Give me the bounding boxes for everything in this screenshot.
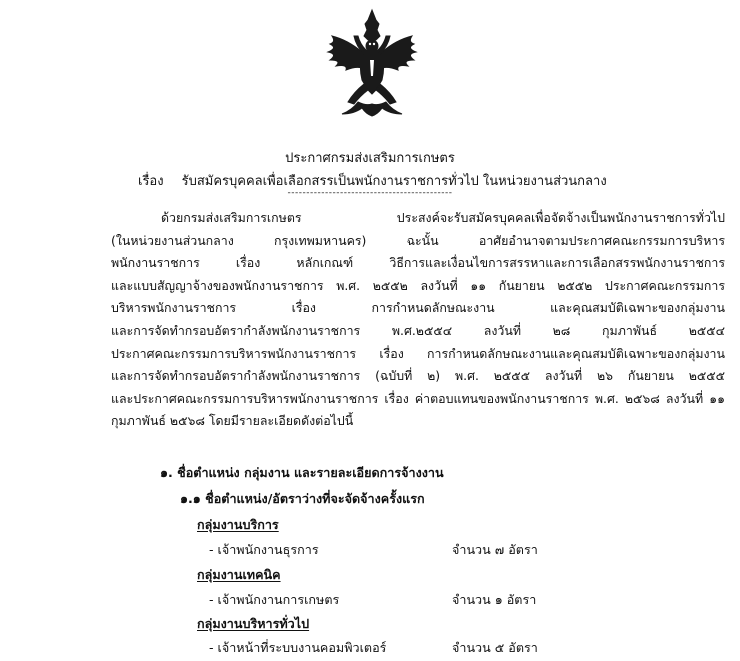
group-heading-service: กลุ่มงานบริการ (197, 517, 279, 532)
body-line: และแบบสัญญาจ้างของพนักงานราชการ พ.ศ. ๒๕๕๒ ลงวันที่ ๑๑ กันยายน ๒๕๕๒ ประกาศคณะกรรมการ (111, 277, 725, 293)
subject-text: รับสมัครบุคคลเพื่อเลือกสรรเป็นพนักงานราชการทั่วไป ในหน่วยงานส่วนกลาง (181, 174, 607, 189)
body-line: พนักงานราชการ เรื่อง หลักเกณฑ์ วิธีการและเงื่อนไขการสรรหาและการเลือกสรรพนักงานราชการ (111, 255, 725, 271)
announcement-title: ประกาศกรมส่งเสริมการเกษตร (285, 151, 455, 166)
body-line: (ในหน่วยงานส่วนกลาง กรุงเทพมหานคร) ฉะนั้น อาศัยอำนาจตามประกาศคณะกรรมการบริหาร (111, 232, 725, 248)
position-title: - เจ้าหน้าที่ระบบงานคอมพิวเตอร์ (209, 640, 387, 655)
position-title: - เจ้าพนักงานธุรการ (209, 542, 319, 557)
group-heading-technical: กลุ่มงานเทคนิค (197, 567, 281, 582)
garuda-emblem-icon (318, 6, 426, 118)
body-line: และการจัดทำกรอบอัตรากำลังพนักงานราชการ พ.ศ.๒๕๕๔ ลงวันที่ ๒๘ กุมภาพันธ์ ๒๕๕๔ (111, 322, 725, 338)
body-line: บริหารพนักงานราชการ เรื่อง การกำหนดลักษณะงาน และคุณสมบัติเฉพาะของกลุ่มงาน (111, 300, 725, 316)
body-line: และประกาศคณะกรรมการบริหารพนักงานราชการ เรื่อง ค่าตอบแทนของพนักงานราชการ พ.ศ. ๒๕๖๘ ลงวันที่ ๑๑ (111, 390, 725, 406)
announcement-body (111, 207, 725, 433)
body-line: ด้วยกรมส่งเสริมการเกษตร ประสงค์จะรับสมัครบุคคลเพื่อจัดจ้างเป็นพนักงานราชการทั่วไป (161, 210, 725, 225)
position-title: - เจ้าพนักงานการเกษตร (209, 592, 340, 607)
position-count: จำนวน ๕ อัตรา (452, 640, 538, 655)
body-line: ประกาศคณะกรรมการบริหารพนักงานราชการ เรื่อง การกำหนดลักษณะงานและคุณสมบัติเฉพาะของกลุ่มงาน (111, 345, 725, 361)
header-divider: -------------------------------------------- (287, 188, 453, 198)
group-heading-general-admin: กลุ่มงานบริหารทั่วไป (197, 616, 310, 631)
body-line: กุมภาพันธ์ ๒๕๖๘ โดยมีรายละเอียดดังต่อไปนี้ (111, 413, 354, 429)
subject-label: เรื่อง (138, 174, 164, 189)
body-line: และการจัดทำกรอบอัตรากำลังพนักงานราชการ (ฉบับที่ ๒) พ.ศ. ๒๕๕๕ ลงวันที่ ๒๖ กันยายน ๒๕๕๕ (111, 368, 725, 384)
position-count: จำนวน ๑ อัตรา (452, 592, 537, 607)
section-1-1-heading: ๑.๑ ชื่อตำแหน่ง/อัตราว่างที่จะจัดจ้างครั้งแรก (180, 491, 425, 506)
section-1-heading: ๑. ชื่อตำแหน่ง กลุ่มงาน และรายละเอียดการจ้างงาน (160, 465, 444, 480)
position-count: จำนวน ๗ อัตรา (452, 542, 538, 557)
